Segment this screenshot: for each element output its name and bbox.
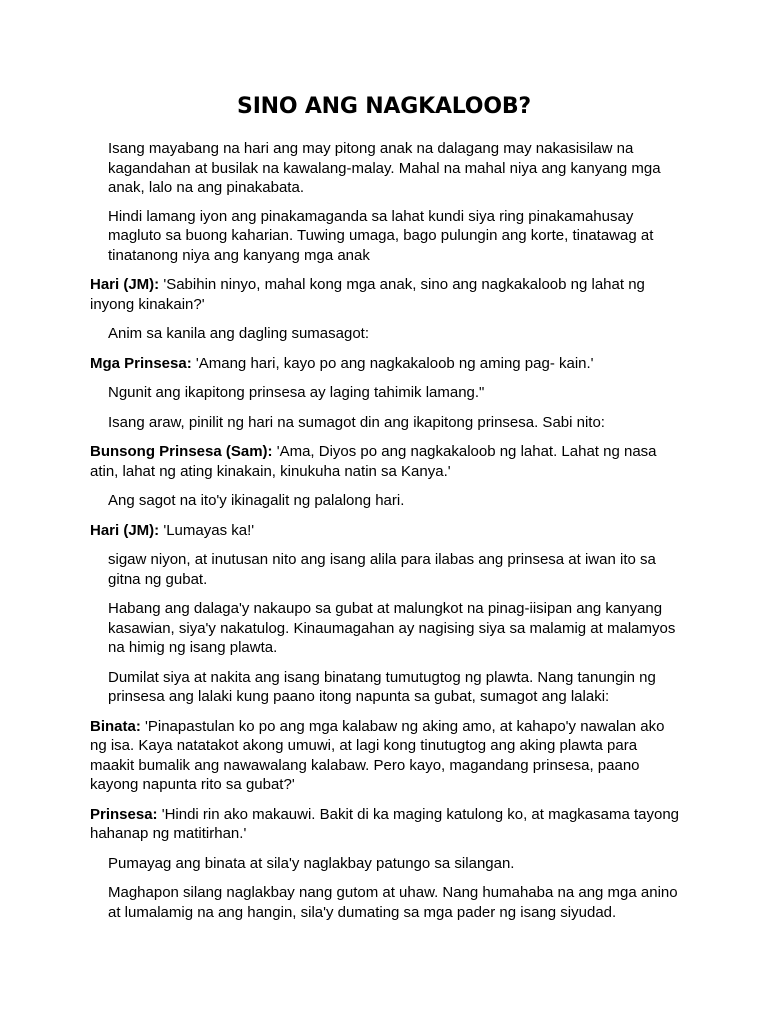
dialog-prinsesa <box>90 805 680 844</box>
paragraph-13 <box>90 668 680 707</box>
document-body <box>90 139 680 932</box>
paragraph-text: Ngunit ang ikapitong prinsesa ay laging tahimik lamang." <box>108 384 485 401</box>
paragraph-17 <box>90 883 680 922</box>
paragraph-text: Pumayag ang binata at sila'y naglakbay patungo sa silangan. <box>108 854 515 872</box>
paragraph-text: Isang mayabang na hari ang may pitong anak na dalagang may nakasisilaw na kagandahan at busilak na kawalang-malay. Mahal na mahal niya ang kanyang mga anak, lalo na ang pinakabata. <box>108 140 661 196</box>
dialog-text: 'Lumayas ka!' <box>159 521 255 539</box>
speaker-label: Mga Prinsesa: <box>90 354 192 372</box>
paragraph-7 <box>90 413 680 433</box>
dialog-mga-prinsesa <box>90 354 680 374</box>
paragraph-text: Habang ang dalaga'y nakaupo sa gubat at malungkot na pinag-iisipan ang kanyang kasawian, siya'y nakatulog. Kinaumagahan ay nagising siya sa malamig at malamyos na himig ng isang plawta. <box>108 600 676 656</box>
speaker-label: Hari (JM): <box>90 521 160 539</box>
paragraph-text: Maghapon silang naglakbay nang gutom at uhaw. Nang humahaba na ang mga anino at lumalamig na ang hangin, sila'y dumating sa mga pader ng isang siyudad. <box>108 884 678 921</box>
paragraph-text: Isang araw, pinilit ng hari na sumagot din ang ikapitong prinsesa. Sabi nito: <box>108 413 605 431</box>
paragraph-6 <box>90 383 680 403</box>
paragraph-text: Dumilat siya at nakita ang isang binatang tumutugtog ng plawta. Nang tanungin ng prinsesa ang lalaki kung paano itong napunta sa gubat, sumagot ang lalaki: <box>108 668 656 705</box>
paragraph-2 <box>90 207 680 266</box>
paragraph-16 <box>90 854 680 874</box>
paragraph-text: sigaw niyon, at inutusan nito ang isang alila para ilabas ang prinsesa at iwan ito sa gitna ng gubat. <box>108 551 656 588</box>
speaker-label: Binata: <box>90 717 141 735</box>
speaker-label: Hari (JM): <box>90 276 160 293</box>
dialog-hari-2 <box>90 521 680 541</box>
document-title: SINO ANG NAGKALOOB? <box>237 94 531 119</box>
paragraph-1 <box>90 139 680 198</box>
paragraph-4 <box>90 324 680 344</box>
paragraph-text: Ang sagot na ito'y ikinagalit ng palalong hari. <box>108 492 405 509</box>
dialog-bunsong-prinsesa <box>90 442 680 481</box>
dialog-text: 'Sabihin ninyo, mahal kong mga anak, sino ang nagkakaloob ng lahat ng inyong kinakain?' <box>90 276 645 313</box>
paragraph-11 <box>90 550 680 589</box>
dialog-text: 'Pinapastulan ko po ang mga kalabaw ng aking amo, at kahapo'y nawalan ako ng isa. Kaya natatakot akong umuwi, at lagi kong tinutugtog ang aking plawta para maakit bumalik ang nawawalang kalabaw. Pero kayo, magandang prinsesa, paano kayong napunta rito sa gubat?' <box>90 717 665 793</box>
speaker-label: Bunsong Prinsesa (Sam): <box>90 443 273 460</box>
dialog-binata <box>90 717 680 795</box>
dialog-text: 'Amang hari, kayo po ang nagkakaloob ng aming pag- kain.' <box>191 354 594 372</box>
paragraph-text: Anim sa kanila ang dagling sumasagot: <box>108 325 369 342</box>
dialog-hari-1 <box>90 275 680 314</box>
dialog-text: 'Hindi rin ako makauwi. Bakit di ka maging katulong ko, at magkasama tayong hahanap ng matitirhan.' <box>90 805 680 842</box>
dialog-text: 'Ama, Diyos po ang nagkakaloob ng lahat. Lahat ng nasa atin, lahat ng ating kinakain, kinukuha natin sa Kanya.' <box>90 443 657 480</box>
paragraph-text: Hindi lamang iyon ang pinakamaganda sa lahat kundi siya ring pinakamahusay magluto sa buong kaharian. Tuwing umaga, bago pulungin ang korte, tinatawag at tinatanong niya ang kanyang mga anak <box>108 207 654 264</box>
speaker-label: Prinsesa: <box>90 805 158 823</box>
paragraph-9 <box>90 491 680 511</box>
paragraph-12 <box>90 599 680 658</box>
